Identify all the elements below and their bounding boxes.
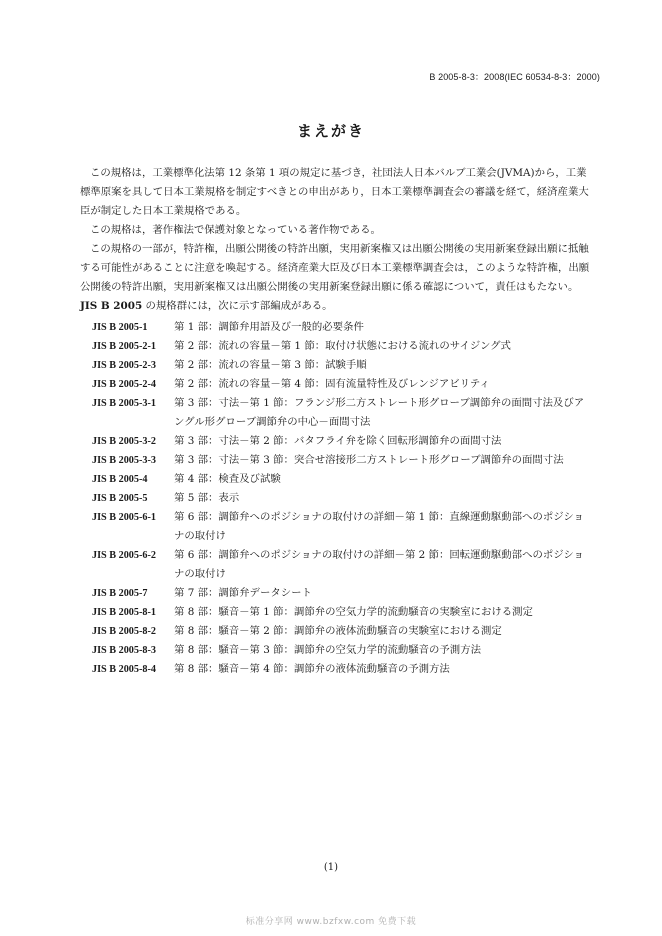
part-code: JIS B 2005-8-4 [92, 664, 156, 675]
part-description: 第 6 部：調節弁へのポジショナの取付けの詳細－第 1 節：直線運動駆動部へのポジショナの取付け [174, 511, 584, 542]
parts-list [80, 318, 592, 679]
part-description: 第 8 部：騒音－第 4 節：調節弁の液体流動騒音の予測方法 [174, 663, 450, 675]
part-code: JIS B 2005-3-1 [92, 398, 156, 409]
part-code: JIS B 2005-7 [92, 588, 148, 599]
part-description: 第 2 部：流れの容量－第 1 節：取付け状態における流れのサイジング式 [174, 340, 511, 352]
part-description: 第 4 部：検査及び試験 [174, 473, 281, 485]
part-list-item [92, 318, 592, 337]
part-code: JIS B 2005-8-3 [92, 645, 156, 656]
part-code: JIS B 2005-5 [92, 493, 148, 504]
paragraph-patent-notice: この規格の一部が，特許権，出願公開後の特許出願，実用新案権又は出願公開後の実用新案登録出願に抵触する可能性があることに注意を喚起する。経済産業大臣及び日本工業標準調査会は，このような特許権，出願公開後の特許出願，実用新案権又は出願公開後の実用新案登録出願に係る確認について，責任はもたない。 [80, 243, 590, 293]
part-description: 第 8 部：騒音－第 1 節：調節弁の空気力学的流動騒音の実験室における測定 [174, 606, 533, 618]
series-intro [80, 297, 592, 316]
foreword-body [80, 164, 592, 679]
part-code: JIS B 2005-2-4 [92, 379, 156, 390]
part-description: 第 2 部：流れの容量－第 3 節：試験手順 [174, 359, 367, 371]
part-list-item [92, 394, 592, 432]
part-list-item [92, 470, 592, 489]
part-code: JIS B 2005-2-3 [92, 360, 156, 371]
part-list-item [92, 546, 592, 584]
part-list-item [92, 432, 592, 451]
part-list-item [92, 337, 592, 356]
part-code: JIS B 2005-6-1 [92, 512, 156, 523]
part-list-item [92, 603, 592, 622]
part-list-item [92, 356, 592, 375]
part-code: JIS B 2005-4 [92, 474, 148, 485]
part-description: 第 8 部：騒音－第 3 節：調節弁の空気力学的流動騒音の予測方法 [174, 644, 481, 656]
part-list-item [92, 375, 592, 394]
part-list-item [92, 622, 592, 641]
part-description: 第 3 部：寸法－第 1 節：フランジ形二方ストレート形グローブ調節弁の面間寸法及びアングル形グローブ調節弁の中心－面間寸法 [174, 397, 585, 428]
part-description: 第 6 部：調節弁へのポジショナの取付けの詳細－第 2 節：回転運動駆動部へのポジショナの取付け [174, 549, 584, 580]
part-description: 第 7 部：調節弁データシート [174, 587, 312, 599]
page-title: まえがき [296, 122, 365, 140]
part-list-item [92, 489, 592, 508]
part-description: 第 2 部：流れの容量－第 4 節：固有流量特性及びレンジアビリティ [174, 378, 490, 390]
series-intro-text: の規格群には，次に示す部編成がある。 [142, 300, 333, 312]
part-description: 第 1 部：調節弁用語及び一般的必要条件 [174, 321, 364, 333]
part-code: JIS B 2005-6-2 [92, 550, 156, 561]
part-list-item [92, 660, 592, 679]
paragraph-copyright: この規格は，著作権法で保護対象となっている著作物である。 [90, 224, 381, 236]
paragraph-establishment: この規格は，工業標準化法第 12 条第 1 項の規定に基づき，社団法人日本バルブ工業会(JVMA)から，工業標準原案を具して日本工業規格を制定すべきとの申出があり，日本工業標準調査会の審議を経て，経済産業大臣が制定した日本工業規格である。 [80, 167, 589, 217]
page-number: (1) [323, 862, 339, 873]
part-code: JIS B 2005-3-3 [92, 455, 156, 466]
series-code: JIS B 2005 [80, 300, 143, 312]
part-list-item [92, 451, 592, 470]
part-list-item [92, 641, 592, 660]
part-description: 第 8 部：騒音－第 2 節：調節弁の液体流動騒音の実験室における測定 [174, 625, 502, 637]
part-description: 第 3 部：寸法－第 2 節：バタフライ弁を除く回転形調節弁の面間寸法 [174, 435, 502, 447]
part-code: JIS B 2005-8-1 [92, 607, 156, 618]
part-description: 第 3 部：寸法－第 3 節：突合せ溶接形二方ストレート形グローブ調節弁の面間寸法 [174, 454, 564, 466]
part-code: JIS B 2005-1 [92, 322, 148, 333]
watermark: 标准分享网 www.bzfxw.com 免费下载 [245, 917, 417, 927]
part-description: 第 5 部：表示 [174, 492, 240, 504]
part-list-item [92, 508, 592, 546]
part-list-item [92, 584, 592, 603]
part-code: JIS B 2005-8-2 [92, 626, 156, 637]
standard-number-header: B 2005-8-3：2008(IEC 60534-8-3：2000) [429, 72, 600, 82]
part-code: JIS B 2005-2-1 [92, 341, 156, 352]
part-code: JIS B 2005-3-2 [92, 436, 156, 447]
